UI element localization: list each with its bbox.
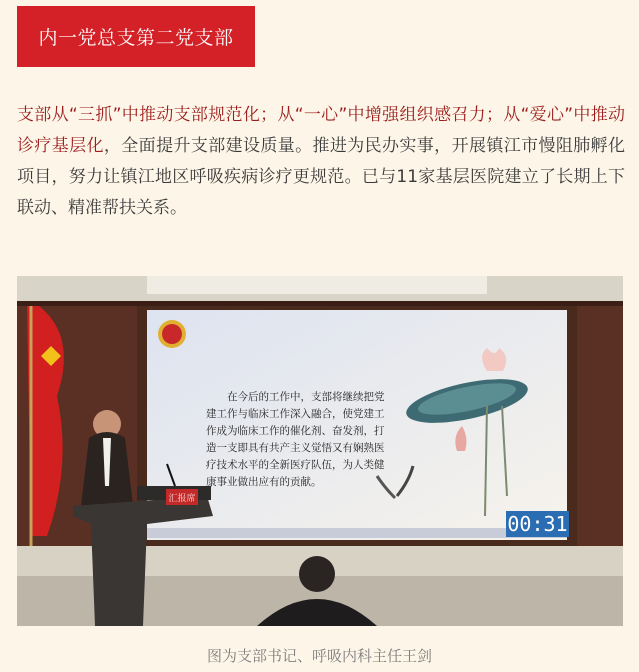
photo-caption: 图为支部书记、呼吸内科主任王剑 <box>206 647 432 665</box>
video-timer: 00:31 <box>507 512 568 536</box>
body-paragraph <box>17 100 625 224</box>
podium-sign: 汇报席 <box>166 489 198 505</box>
highlighted-text: 支部从“三抓”中推动支部规范化；从“一心”中增强组织感召力；从“爱心”中推动诊疗基层化 <box>17 105 625 156</box>
slide-text: 在今后的工作中，支部将继续把党建工作与临床工作深入融合，使党建工作成为临床工作的催化剂、奋发剂，打造一支即具有共产主义觉悟又有娴熟医疗技术水平的全新医疗队伍，为人类健康事业做出应有的贡献。 <box>206 391 385 488</box>
section-title: 内一党总支第二党支部 <box>17 6 255 67</box>
paragraph-text: ，全面提升支部建设质量。推进为民办实事，开展镇江市慢阻肺孵化项目，努力让镇江地区呼吸疾病诊疗更规范。已与11家基层医院建立了长期上下联动、精准帮扶关系。 <box>17 136 626 218</box>
meeting-photo <box>17 276 623 626</box>
